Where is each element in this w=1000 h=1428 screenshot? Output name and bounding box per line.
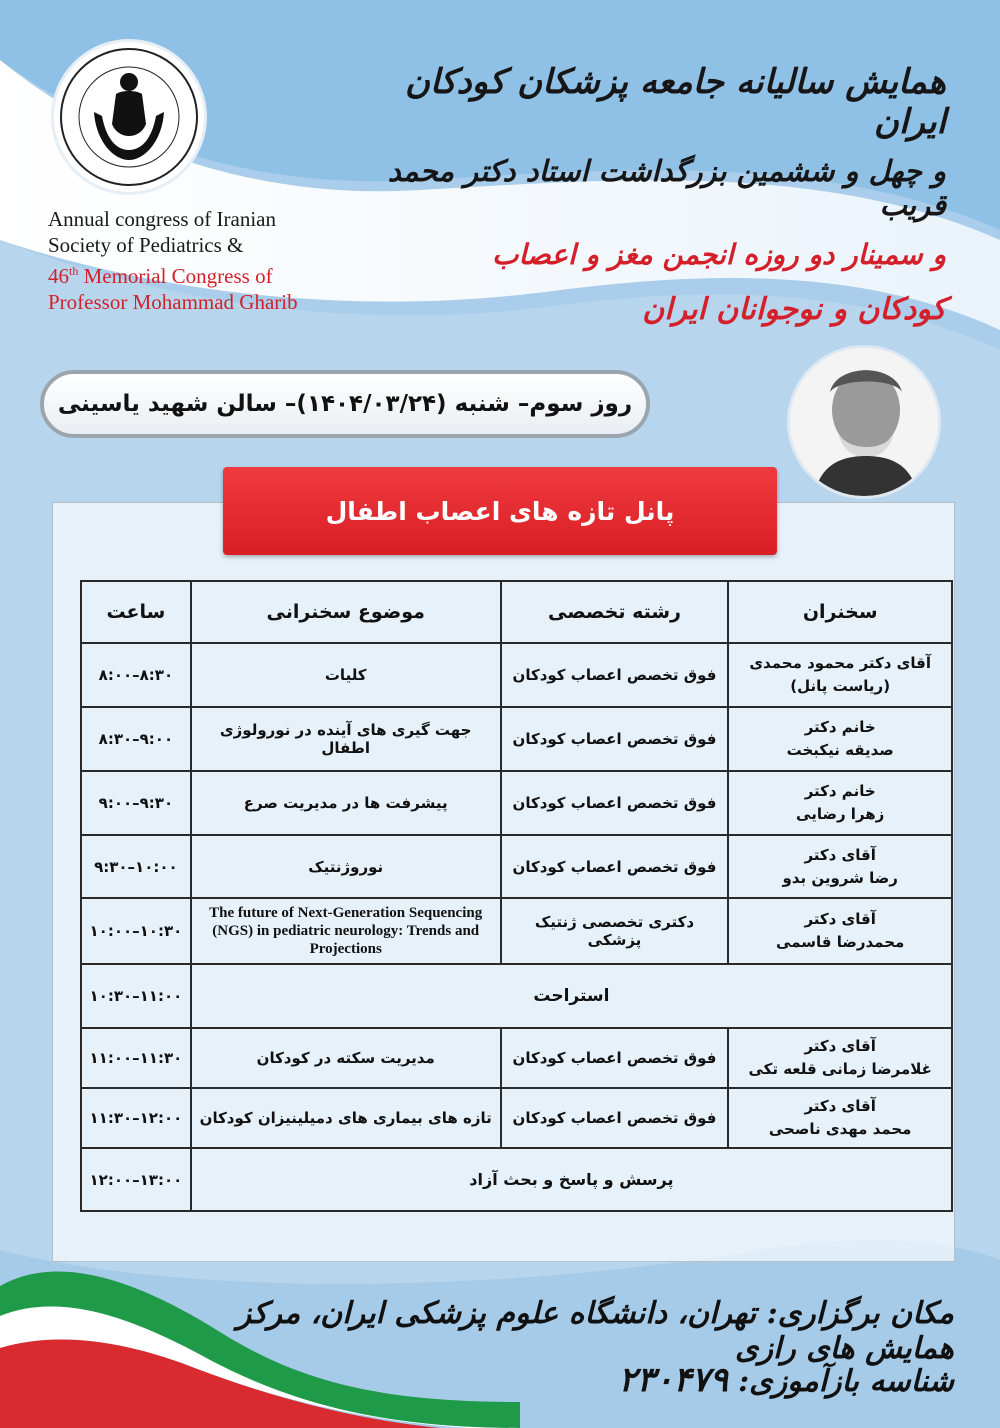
speaker-cell (728, 1028, 952, 1088)
persian-title-line2: و چهل و ششمین بزرگداشت استاد دکتر محمد قریب (387, 154, 946, 222)
time-cell: ۹:۳۰–۱۰:۰۰ (81, 835, 191, 898)
venue-line: مکان برگزاری: تهران، دانشگاه علوم پزشکی ایران، مرکز همایش های رازی (236, 1296, 954, 1366)
memorial-number: 46 (48, 264, 69, 288)
professor-portrait (790, 348, 938, 496)
topic-cell: کلیات (191, 643, 501, 707)
speaker-title: آقای دکتر (804, 1037, 876, 1055)
qa-row (81, 1148, 952, 1211)
speaker-name: محمد مهدی ناصحی (768, 1120, 912, 1138)
time-cell: ۸:۳۰–۹:۰۰ (81, 707, 191, 771)
table-row (81, 1088, 952, 1148)
memorial-ordinal: th (69, 264, 79, 278)
topic-cell: نوروژنتیک (191, 835, 501, 898)
persian-title-line3: و سمینار دو روزه انجمن مغز و اعصاب (492, 238, 946, 271)
specialty-cell: فوق تخصص اعصاب کودکان (501, 643, 729, 707)
table-row (81, 835, 952, 898)
day-banner: روز سوم– شنبه (۱۴۰۴/۰۳/۲۴)– سالن شهید یاسینی (40, 370, 650, 438)
speaker-title: آقای دکتر (804, 845, 876, 864)
speaker-name: رضا شروین بدو (782, 868, 898, 887)
schedule-table (80, 580, 953, 1212)
english-title-line3 (48, 258, 378, 289)
topic-cell: The future of Next-Generation Sequencing (NGS) in pediatric neurology: Trends and Projections (191, 898, 501, 964)
topic-cell: مدیریت سکته در کودکان (191, 1028, 501, 1088)
speaker-title: آقای دکتر محمود محمدی (749, 654, 932, 672)
table-header-row (81, 581, 952, 643)
speaker-cell (728, 1088, 952, 1148)
header-specialty: رشته تخصصی (501, 581, 729, 643)
header-topic: موضوع سخنرانی (191, 581, 501, 643)
english-title-line4: Professor Mohammad Gharib (48, 290, 298, 314)
society-logo (54, 42, 204, 192)
break-row (81, 964, 952, 1028)
specialty-cell: فوق تخصص اعصاب کودکان (501, 1028, 729, 1088)
speaker-cell (728, 835, 952, 898)
cme-code: ۲۳۰۴۷۹ (618, 1360, 729, 1400)
speaker-name: صدیقه نیکبخت (786, 741, 894, 759)
table-row (81, 643, 952, 707)
qa-cell: پرسش و پاسخ و بحث آزاد (191, 1148, 952, 1211)
time-cell: ۱۲:۰۰–۱۳:۰۰ (81, 1148, 191, 1211)
time-cell: ۱۰:۳۰–۱۱:۰۰ (81, 964, 191, 1028)
break-cell: استراحت (191, 964, 952, 1028)
cme-line (194, 1360, 954, 1400)
speaker-title: خانم دکتر (804, 782, 876, 800)
speaker-title: آقای دکتر (804, 910, 876, 928)
table-row (81, 1028, 952, 1088)
english-title-line1: Annual congress of Iranian (48, 207, 277, 231)
speaker-cell (728, 898, 952, 964)
speaker-name: محمدرضا قاسمی (776, 933, 905, 951)
topic-cell: پیشرفت ها در مدیریت صرع (191, 771, 501, 835)
speaker-title: خانم دکتر (804, 718, 876, 736)
specialty-cell: فوق تخصص اعصاب کودکان (501, 835, 729, 898)
memorial-text: Memorial Congress of (78, 264, 273, 288)
panel-title: پانل تازه های اعصاب اطفال (223, 467, 777, 555)
time-cell: ۸:۰۰–۸:۳۰ (81, 643, 191, 707)
topic-cell: جهت گیری های آینده در نورولوژی اطفال (191, 707, 501, 771)
table-row (81, 771, 952, 835)
speaker-cell (728, 643, 952, 707)
speaker-name: زهرا رضایی (796, 805, 885, 823)
specialty-cell: فوق تخصص اعصاب کودکان (501, 771, 729, 835)
topic-cell: تازه های بیماری های دمیلینیزان کودکان (191, 1088, 501, 1148)
time-cell: ۱۰:۰۰–۱۰:۳۰ (81, 898, 191, 964)
speaker-cell (728, 707, 952, 771)
header-time: ساعت (81, 581, 191, 643)
speaker-name: (ریاست پانل) (790, 677, 891, 695)
speaker-name: غلامرضا زمانی قلعه تکی (748, 1060, 932, 1078)
english-title (48, 206, 378, 315)
speaker-title: آقای دکتر (804, 1097, 876, 1115)
persian-title-line4: کودکان و نوجوانان ایران (642, 292, 946, 327)
time-cell: ۱۱:۳۰–۱۲:۰۰ (81, 1088, 191, 1148)
speaker-cell (728, 771, 952, 835)
specialty-cell: فوق تخصص اعصاب کودکان (501, 707, 729, 771)
english-title-line2: Society of Pediatrics & (48, 233, 244, 257)
cme-label: شناسه بازآموزی: (738, 1364, 954, 1399)
persian-title-line1: همایش سالیانه جامعه پزشکان کودکان ایران (404, 62, 946, 142)
specialty-cell: فوق تخصص اعصاب کودکان (501, 1088, 729, 1148)
specialty-cell: دکتری تخصصی ژنتیک پزشکی (501, 898, 729, 964)
header-speakers: سخنران (728, 581, 952, 643)
time-cell: ۹:۰۰–۹:۳۰ (81, 771, 191, 835)
table-row (81, 707, 952, 771)
table-row (81, 898, 952, 964)
time-cell: ۱۱:۰۰–۱۱:۳۰ (81, 1028, 191, 1088)
